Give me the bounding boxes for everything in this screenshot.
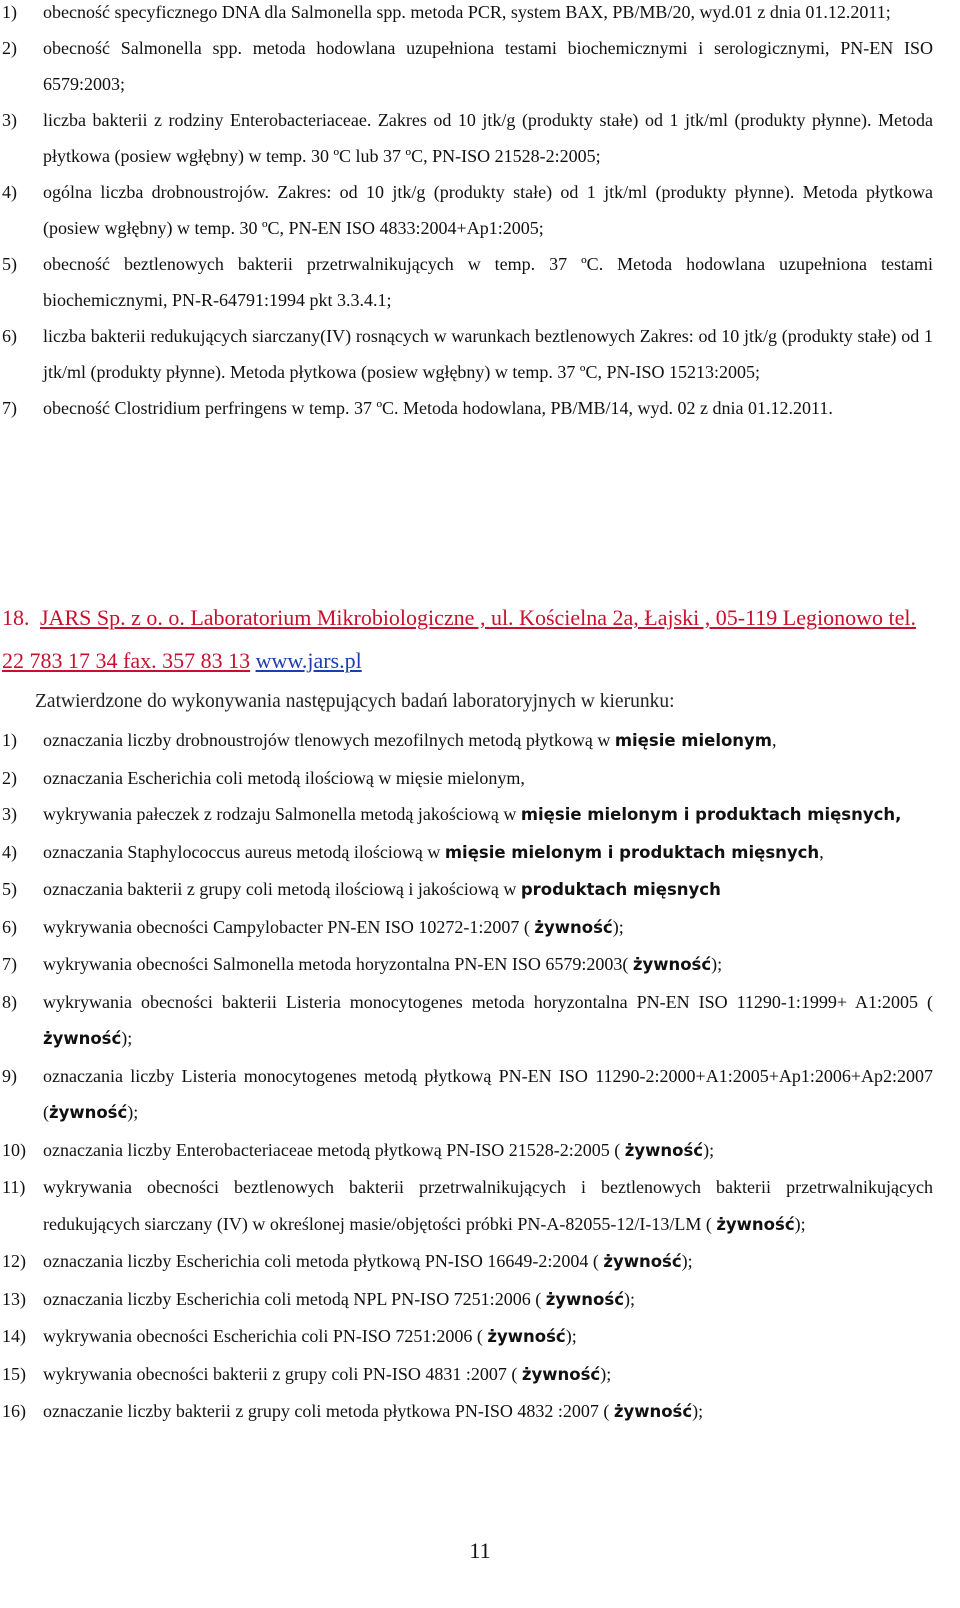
list-item	[2, 760, 933, 797]
list-item	[2, 796, 933, 834]
item-text: obecność specyficznego DNA dla Salmonella spp. metoda PCR, system BAX, PB/MB/20, wyd.01 z dnia 01.12.2011;	[43, 2, 891, 22]
item-text: wykrywania obecności bakterii z grupy coli PN-ISO 4831 :2007 (	[43, 1363, 518, 1384]
item-text: wykrywania obecności Campylobacter PN-EN ISO 10272-1:2007 (	[43, 916, 530, 937]
list-item	[2, 30, 933, 102]
item-text: oznaczania bakterii z grupy coli metodą ilościową i jakościową w	[43, 879, 517, 899]
list-item	[2, 834, 933, 872]
item-text: obecność Salmonella spp. metoda hodowlana uzupełniona testami biochemicznymi i serologicznymi, PN-EN ISO 6579:2003;	[43, 38, 933, 94]
item-tail: );	[600, 1363, 612, 1384]
lab-website-link[interactable]: www.jars.pl	[255, 648, 362, 673]
item-number: 6)	[2, 326, 17, 346]
item-text: wykrywania obecności beztlenowych bakterii przetrwalnikujących i beztlenowych bakterii przetrwalnikujących redukujących siarczany (IV) w określonej masie/objętości próbki PN-A-82055-12/I-13/LM (	[43, 1177, 933, 1234]
item-tail: );	[121, 1028, 133, 1048]
item-number: 4)	[2, 841, 17, 862]
list-item	[2, 318, 933, 390]
item-number: 4)	[2, 182, 17, 202]
list-item	[2, 1243, 933, 1281]
item-text: oznaczania Staphylococcus aureus metodą ilościową w	[43, 841, 441, 862]
item-number: 2)	[2, 767, 17, 788]
item-bold: żywność	[613, 1402, 693, 1421]
item-number: 16)	[2, 1401, 26, 1421]
lab-name-address: JARS Sp. z o. o. Laboratorium Mikrobiologiczne , ul. Kościelna 2a, Łajski , 05-119 Legionowo tel. 22 783 17 34 fax. 357 83 13	[2, 605, 916, 673]
item-text: oznaczanie liczby bakterii z grupy coli metoda płytkowa PN-ISO 4832 :2007 (	[43, 1401, 610, 1421]
list-item	[2, 1393, 933, 1431]
item-text: oznaczania liczby drobnoustrojów tlenowych mezofilnych metodą płytkową w	[43, 730, 611, 750]
item-bold: żywność	[43, 1029, 122, 1048]
list-item	[2, 984, 933, 1058]
item-number: 15)	[2, 1363, 26, 1384]
lab-test-list	[2, 722, 933, 1431]
item-number: 5)	[2, 254, 17, 274]
item-text: ogólna liczba drobnoustrojów. Zakres: od 10 jtk/g (produkty stałe) od 1 jtk/ml (produkty płynne). Metoda płytkowa (posiew wgłębny) w temp. 30 ºC, PN-EN ISO 4833:2004+Ap1:2005;	[43, 182, 933, 238]
item-bold: żywność	[632, 955, 712, 974]
item-bold: produktach mięsnych	[520, 880, 721, 899]
item-text: liczba bakterii redukujących siarczany(IV) rosnących w warunkach beztlenowych Zakres: od 10 jtk/g (produkty stałe) od 1 jtk/ml (produkty płynne). Metoda płytkowa (posiew wgłębny) w temp. 37 ºC, PN-ISO 15213:2005;	[43, 326, 933, 382]
item-bold: żywność	[534, 917, 613, 937]
item-bold: żywność	[716, 1214, 795, 1234]
item-text: wykrywania obecności Escherichia coli PN-ISO 7251:2006 (	[43, 1326, 483, 1346]
item-number: 6)	[2, 916, 17, 937]
item-tail: );	[703, 1139, 715, 1160]
list-item	[2, 909, 933, 947]
approval-intro: Zatwierdzone do wykonywania następujących badań laboratoryjnych w kierunku:	[35, 691, 675, 712]
list-item	[2, 1058, 933, 1132]
item-number: 7)	[2, 954, 17, 974]
item-text: oznaczania liczby Escherichia coli metoda płytkową PN-ISO 16649-2:2004 (	[43, 1251, 599, 1271]
item-text: obecność Clostridium perfringens w temp. 37 ºC. Metoda hodowlana, PB/MB/14, wyd. 02 z dnia 01.12.2011.	[43, 398, 833, 418]
item-number: 9)	[2, 1065, 17, 1086]
list-item	[2, 871, 933, 909]
item-number: 1)	[2, 2, 17, 22]
page-number: 11	[469, 1538, 491, 1563]
list-item	[2, 1318, 933, 1356]
list-item	[2, 1132, 933, 1170]
item-tail: );	[711, 954, 723, 974]
item-tail: );	[565, 1326, 577, 1346]
list-item	[2, 174, 933, 246]
item-bold: mięsie mielonym i produktach mięsnych	[520, 805, 896, 824]
list-item	[2, 1281, 933, 1319]
item-text: wykrywania pałeczek z rodzaju Salmonella metodą jakościową w	[43, 804, 517, 824]
item-bold: żywność	[521, 1364, 601, 1384]
item-text: wykrywania obecności Salmonella metoda horyzontalna PN-EN ISO 6579:2003(	[43, 954, 629, 974]
list-item	[2, 1356, 933, 1394]
item-tail: ,	[819, 841, 824, 862]
list-item	[2, 1169, 933, 1243]
item-tail: ,	[772, 730, 777, 750]
item-text: obecność beztlenowych bakterii przetrwalnikujących w temp. 37 ºC. Metoda hodowlana uzupełniona testami biochemicznymi, PN-R-64791:1994 pkt 3.3.4.1;	[43, 254, 933, 310]
item-bold: żywność	[603, 1252, 682, 1271]
item-number: 2)	[2, 38, 17, 58]
item-number: 3)	[2, 110, 17, 130]
item-bold: mięsie mielonym i produktach mięsnych	[444, 842, 820, 862]
item-text: oznaczania Escherichia coli metodą ilościową w mięsie mielonym,	[43, 767, 525, 788]
lab-number: 18.	[2, 605, 30, 630]
item-tail: );	[623, 1288, 635, 1309]
item-bold: żywność	[624, 1140, 704, 1160]
item-text: oznaczania liczby Listeria monocytogenes metodą płytkową PN-EN ISO 11290-2:2000+A1:2005+Ap1:2006+Ap2:2007 (	[43, 1065, 933, 1122]
list-item	[2, 0, 933, 30]
item-bold: mięsie mielonym	[614, 731, 773, 750]
item-tail: ,	[895, 805, 902, 824]
item-number: 10)	[2, 1139, 26, 1160]
item-bold: żywność	[487, 1327, 566, 1346]
item-number: 5)	[2, 879, 17, 899]
item-text: oznaczania liczby Enterobacteriaceae metodą płytkową PN-ISO 21528-2:2005 (	[43, 1139, 621, 1160]
item-number: 3)	[2, 804, 17, 824]
item-number: 14)	[2, 1326, 26, 1346]
previous-lab-test-list	[2, 0, 933, 426]
item-number: 13)	[2, 1288, 26, 1309]
item-number: 8)	[2, 991, 17, 1012]
item-number: 1)	[2, 730, 17, 750]
item-bold: żywność	[545, 1289, 624, 1309]
list-item	[2, 722, 933, 760]
item-number: 12)	[2, 1251, 26, 1271]
item-number: 11)	[2, 1177, 26, 1197]
item-text: liczba bakterii z rodziny Enterobacteriaceae. Zakres od 10 jtk/g (produkty stałe) od 1 jtk/ml (produkty płynne). Metoda płytkowa (posiew wgłębny) w temp. 30 ºC lub 37 ºC, PN-ISO 21528-2:2005;	[43, 110, 933, 166]
list-item	[2, 946, 933, 984]
item-bold: żywność	[49, 1103, 128, 1122]
item-tail: );	[127, 1102, 139, 1122]
list-item	[2, 390, 933, 426]
lab-heading	[2, 596, 933, 682]
list-item	[2, 102, 933, 174]
item-tail: );	[794, 1213, 806, 1234]
item-tail: );	[612, 916, 624, 937]
item-tail: );	[692, 1401, 704, 1421]
item-number: 7)	[2, 398, 17, 418]
item-text: oznaczania liczby Escherichia coli metodą NPL PN-ISO 7251:2006 (	[43, 1288, 542, 1309]
item-tail: );	[681, 1251, 693, 1271]
list-item	[2, 246, 933, 318]
item-text: wykrywania obecności bakterii Listeria monocytogenes metoda horyzontalna PN-EN ISO 11290-1:1999+ A1:2005 (	[43, 991, 933, 1012]
